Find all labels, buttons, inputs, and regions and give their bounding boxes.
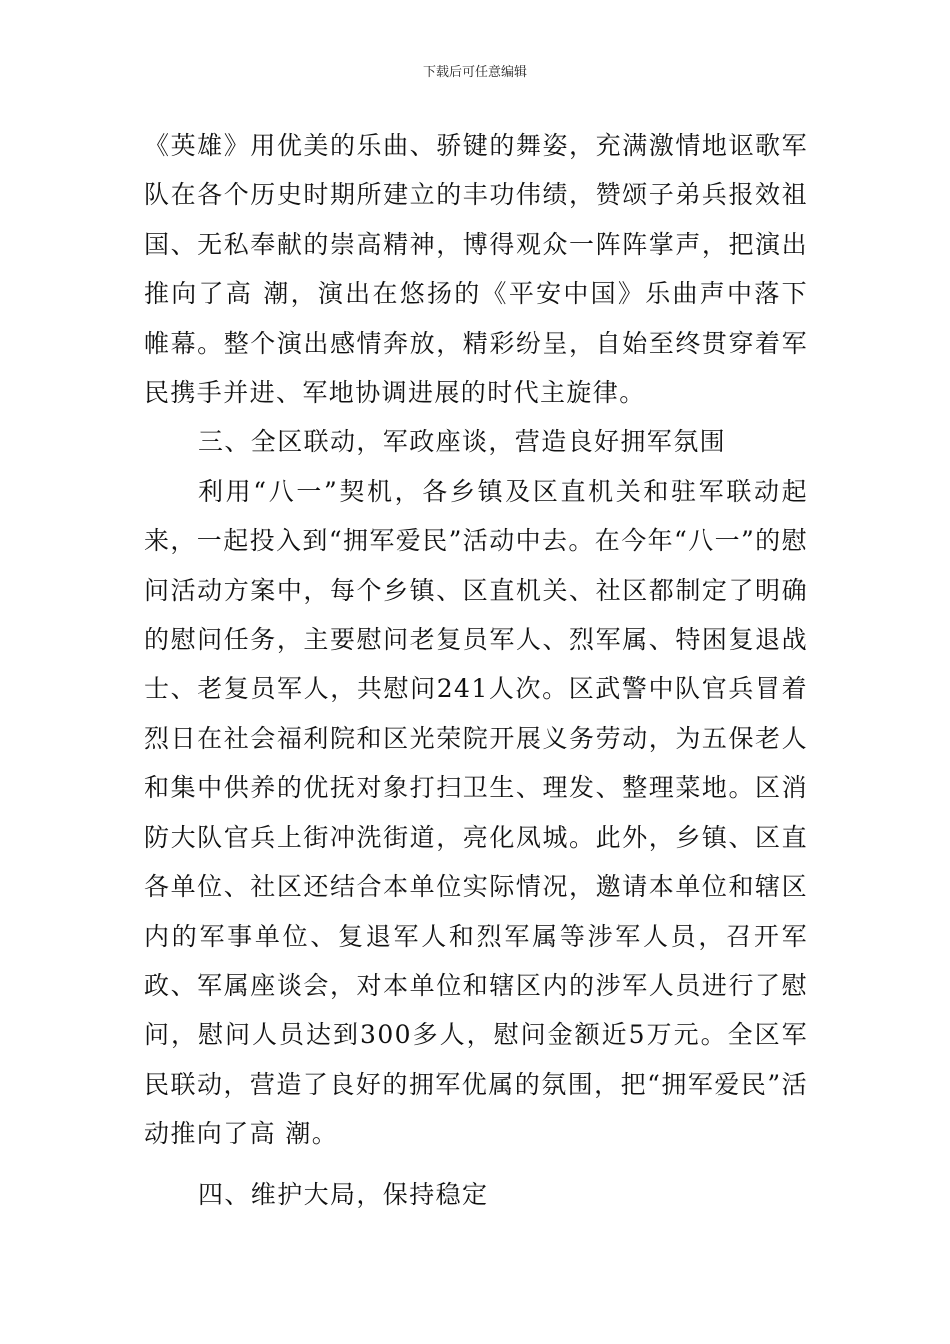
paragraph-joint-action: 利用“八一”契机，各乡镇及区直机关和驻军联动起来，一起投入到“拥军爱民”活动中去。在今年“八一”的慰问活动方案中，每个乡镇、区直机关、社区都制定了明确的慰问任务，主要慰问老复员军人、烈军属、特困复退战士、老复员军人，共慰问241人次。区武警中队官兵冒着烈日在社会福利院和区光荣院开展义务劳动，为五保老人和集中供养的优抚对象打扫卫生、理发、整理菜地。区消防大队官兵上街冲洗街道，亮化凤城。此外，乡镇、区直各单位、社区还结合本单位实际情况，邀请本单位和辖区内的军事单位、复退军人和烈军属等涉军人员，召开军政、军属座谈会，对本单位和辖区内的涉军人员进行了慰问，慰问人员达到300多人，慰问金额近5万元。全区军民联动，营造了良好的拥军优属的氛围，把“拥军爱民”活动推向了高 潮。 bbox=[144, 476, 808, 1149]
document-body bbox=[144, 121, 808, 1219]
page-header-note: 下载后可任意编辑 bbox=[422, 65, 527, 80]
section-heading-three: 三、全区联动，军政座谈，营造良好拥军氛围 bbox=[198, 427, 727, 457]
section-heading-four: 四、维护大局，保持稳定 bbox=[198, 1179, 489, 1209]
paragraph-performance: 《英雄》用优美的乐曲、骄键的舞姿，充满激情地讴歌军队在各个历史时期所建立的丰功伟绩，赞颂子弟兵报效祖国、无私奉献的崇高精神，博得观众一阵阵掌声，把演出推向了高 潮，演出在悠扬的《平安中国》乐曲声中落下帷幕。整个演出感情奔放，精彩纷呈，自始至终贯穿着军民携手并进、军地协调进展的时代主旋律。 bbox=[144, 131, 808, 408]
